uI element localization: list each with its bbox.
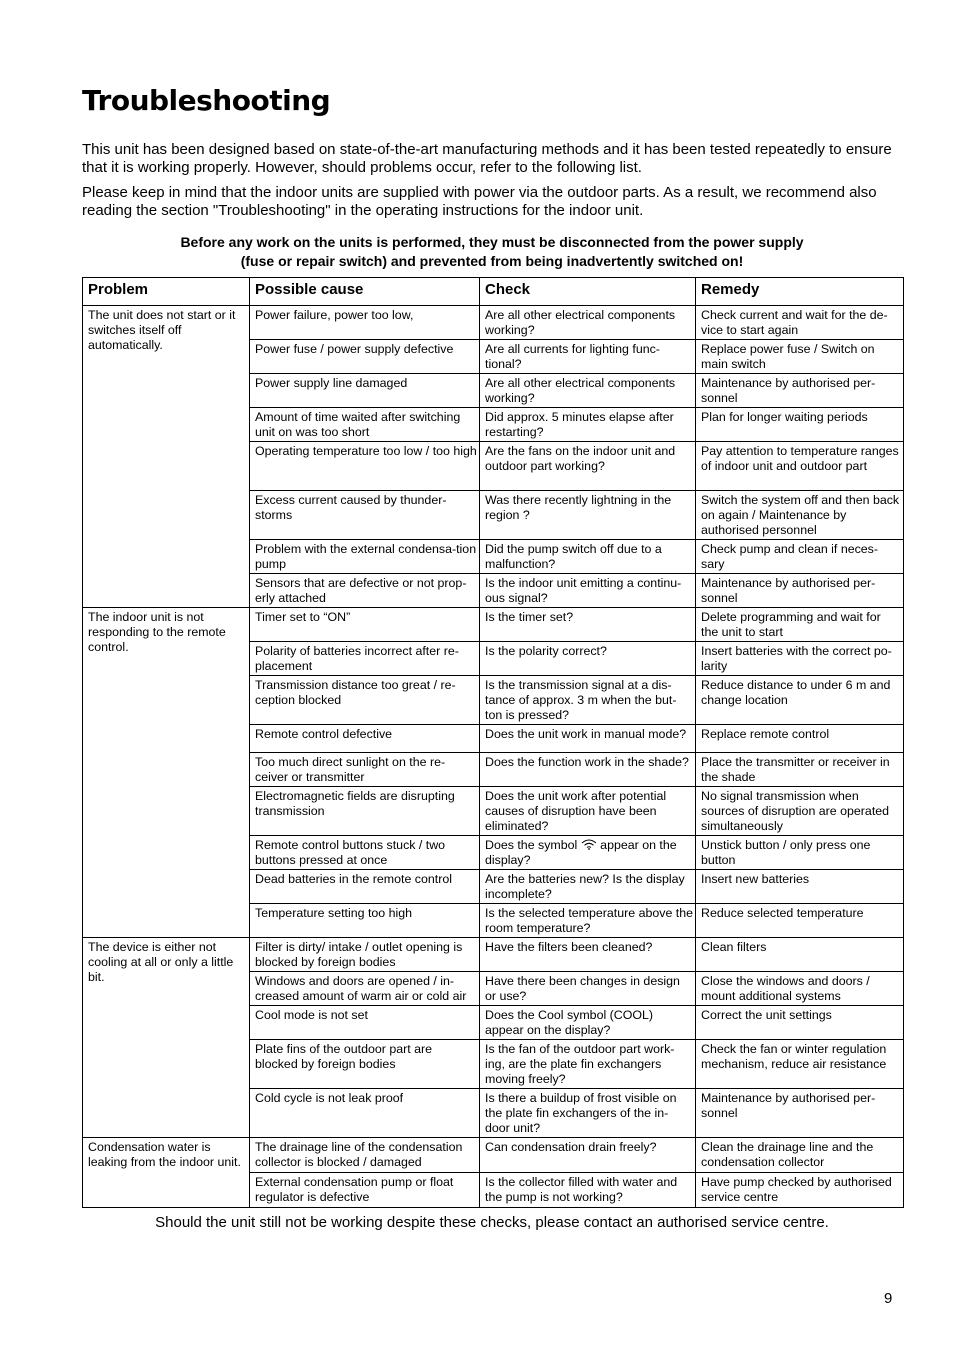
check-cell: Is there a buildup of frost visible on the plate fin exchangers of the in-door unit? — [480, 1089, 696, 1138]
cause-cell: Timer set to “ON” — [250, 608, 480, 642]
cause-cell: Transmission distance too great / re-ception blocked — [250, 676, 480, 725]
table-row — [83, 306, 904, 340]
cause-cell: Dead batteries in the remote control — [250, 870, 480, 904]
remedy-cell: Check pump and clean if neces-sary — [696, 540, 904, 574]
cause-cell: External condensation pump or float regulator is defective — [250, 1173, 480, 1208]
cause-cell: Excess current caused by thunder-storms — [250, 491, 480, 540]
warning-line-2: (fuse or repair switch) and prevented from being inadvertently switched on! — [240, 253, 744, 269]
remedy-cell: Have pump checked by authorised service centre — [696, 1173, 904, 1208]
cause-cell: Problem with the external condensa-tion pump — [250, 540, 480, 574]
cause-cell: Windows and doors are opened / in-creased amount of warm air or cold air — [250, 972, 480, 1006]
remedy-cell: Maintenance by authorised per-sonnel — [696, 374, 904, 408]
check-cell: Have the filters been cleaned? — [480, 938, 696, 972]
check-cell: Is the collector filled with water and the pump is not working? — [480, 1173, 696, 1208]
remedy-cell: Check the fan or winter regulation mechanism, reduce air resistance — [696, 1040, 904, 1089]
problem-cell: The indoor unit is not responding to the remote control. — [83, 608, 250, 938]
remedy-cell: Switch the system off and then back on again / Maintenance by authorised personnel — [696, 491, 904, 540]
check-cell: Are all other electrical components working? — [480, 306, 696, 340]
table-body — [83, 306, 904, 1208]
remedy-cell: Replace power fuse / Switch on main switch — [696, 340, 904, 374]
cause-cell: Power failure, power too low, — [250, 306, 480, 340]
cause-cell: Power supply line damaged — [250, 374, 480, 408]
check-cell: Did the pump switch off due to a malfunction? — [480, 540, 696, 574]
check-cell: Can condensation drain freely? — [480, 1138, 696, 1173]
check-cell: Did approx. 5 minutes elapse after restarting? — [480, 408, 696, 442]
check-cell: Are all other electrical components working? — [480, 374, 696, 408]
table-row — [83, 608, 904, 642]
remedy-cell: Clean the drainage line and the condensation collector — [696, 1138, 904, 1173]
remedy-cell: No signal transmission when sources of disruption are operated simultaneously — [696, 787, 904, 836]
warning-line-1: Before any work on the units is performed, they must be disconnected from the power supply — [180, 234, 804, 250]
check-text-before: Does the symbol — [485, 838, 581, 852]
cause-cell: Temperature setting too high — [250, 904, 480, 938]
cause-cell: Remote control defective — [250, 725, 480, 753]
check-cell: Is the fan of the outdoor part work-ing, are the plate fin exchangers moving freely? — [480, 1040, 696, 1089]
cause-cell: Amount of time waited after switching unit on was too short — [250, 408, 480, 442]
check-cell: Is the transmission signal at a dis-tance of approx. 3 m when the but-ton is pressed? — [480, 676, 696, 725]
check-cell: Are the batteries new? Is the display incomplete? — [480, 870, 696, 904]
cause-cell: Power fuse / power supply defective — [250, 340, 480, 374]
remedy-cell: Check current and wait for the de-vice to start again — [696, 306, 904, 340]
check-cell: Does the unit work in manual mode? — [480, 725, 696, 753]
cause-cell: Filter is dirty/ intake / outlet opening is blocked by foreign bodies — [250, 938, 480, 972]
problem-cell: The device is either not cooling at all or only a little bit. — [83, 938, 250, 1138]
remedy-cell: Delete programming and wait for the unit to start — [696, 608, 904, 642]
troubleshooting-table — [82, 277, 904, 1208]
check-cell: Are all currents for lighting func-tional? — [480, 340, 696, 374]
check-cell: Is the selected temperature above the room temperature? — [480, 904, 696, 938]
remedy-cell: Correct the unit settings — [696, 1006, 904, 1040]
cause-cell: The drainage line of the condensation collector is blocked / damaged — [250, 1138, 480, 1173]
cause-cell: Remote control buttons stuck / two buttons pressed at once — [250, 836, 480, 870]
header-check: Check — [480, 278, 696, 306]
page-title: Troubleshooting — [82, 84, 331, 117]
intro-paragraph-2: Please keep in mind that the indoor units are supplied with power via the outdoor parts. As a result, we recommend also reading the section "Troubleshooting" in the operating instructions for the indoor unit. — [82, 184, 877, 219]
footer-note: Should the unit still not be working despite these checks, please contact an authorised service centre. — [155, 1214, 829, 1231]
cause-cell: Cold cycle is not leak proof — [250, 1089, 480, 1138]
cause-cell: Electromagnetic fields are disrupting transmission — [250, 787, 480, 836]
remedy-cell: Reduce distance to under 6 m and change location — [696, 676, 904, 725]
remedy-cell: Insert new batteries — [696, 870, 904, 904]
remedy-cell: Reduce selected temperature — [696, 904, 904, 938]
check-cell — [480, 836, 696, 870]
check-cell: Is the timer set? — [480, 608, 696, 642]
intro-paragraph-1: This unit has been designed based on state-of-the-art manufacturing methods and it has been tested repeatedly to ensure that it is working properly. However, should problems occur, refer to the following list. — [82, 141, 892, 176]
cause-cell: Plate fins of the outdoor part are blocked by foreign bodies — [250, 1040, 480, 1089]
check-cell: Are the fans on the indoor unit and outdoor part working? — [480, 442, 696, 491]
check-cell: Was there recently lightning in the region ? — [480, 491, 696, 540]
check-cell: Have there been changes in design or use? — [480, 972, 696, 1006]
header-problem: Problem — [83, 278, 250, 306]
check-cell: Does the function work in the shade? — [480, 753, 696, 787]
cause-cell: Operating temperature too low / too high — [250, 442, 480, 491]
remedy-cell: Maintenance by authorised per-sonnel — [696, 1089, 904, 1138]
page-number: 9 — [884, 1290, 893, 1307]
header-remedy: Remedy — [696, 278, 904, 306]
table-row — [83, 1138, 904, 1173]
check-cell: Is the indoor unit emitting a continu-ous signal? — [480, 574, 696, 608]
problem-cell: Condensation water is leaking from the indoor unit. — [83, 1138, 250, 1208]
cause-cell: Too much direct sunlight on the re-ceiver or transmitter — [250, 753, 480, 787]
remedy-cell: Insert batteries with the correct po-larity — [696, 642, 904, 676]
check-cell: Does the unit work after potential causes of disruption have been eliminated? — [480, 787, 696, 836]
remedy-cell: Clean filters — [696, 938, 904, 972]
header-possible-cause: Possible cause — [250, 278, 480, 306]
signal-icon — [581, 839, 597, 850]
cause-cell: Cool mode is not set — [250, 1006, 480, 1040]
remedy-cell: Place the transmitter or receiver in the shade — [696, 753, 904, 787]
remedy-cell: Replace remote control — [696, 725, 904, 753]
check-cell: Is the polarity correct? — [480, 642, 696, 676]
safety-warning — [82, 233, 902, 271]
cause-cell: Polarity of batteries incorrect after re-placement — [250, 642, 480, 676]
table-header-row — [83, 278, 904, 306]
remedy-cell: Plan for longer waiting periods — [696, 408, 904, 442]
problem-cell: The unit does not start or it switches itself off automatically. — [83, 306, 250, 608]
remedy-cell: Unstick button / only press one button — [696, 836, 904, 870]
remedy-cell: Pay attention to temperature ranges of indoor unit and outdoor part — [696, 442, 904, 491]
cause-cell: Sensors that are defective or not prop-erly attached — [250, 574, 480, 608]
remedy-cell: Close the windows and doors / mount additional systems — [696, 972, 904, 1006]
check-cell: Does the Cool symbol (COOL) appear on the display? — [480, 1006, 696, 1040]
remedy-cell: Maintenance by authorised per-sonnel — [696, 574, 904, 608]
table-row — [83, 938, 904, 972]
check-text-after: appear on the display? — [485, 838, 677, 867]
